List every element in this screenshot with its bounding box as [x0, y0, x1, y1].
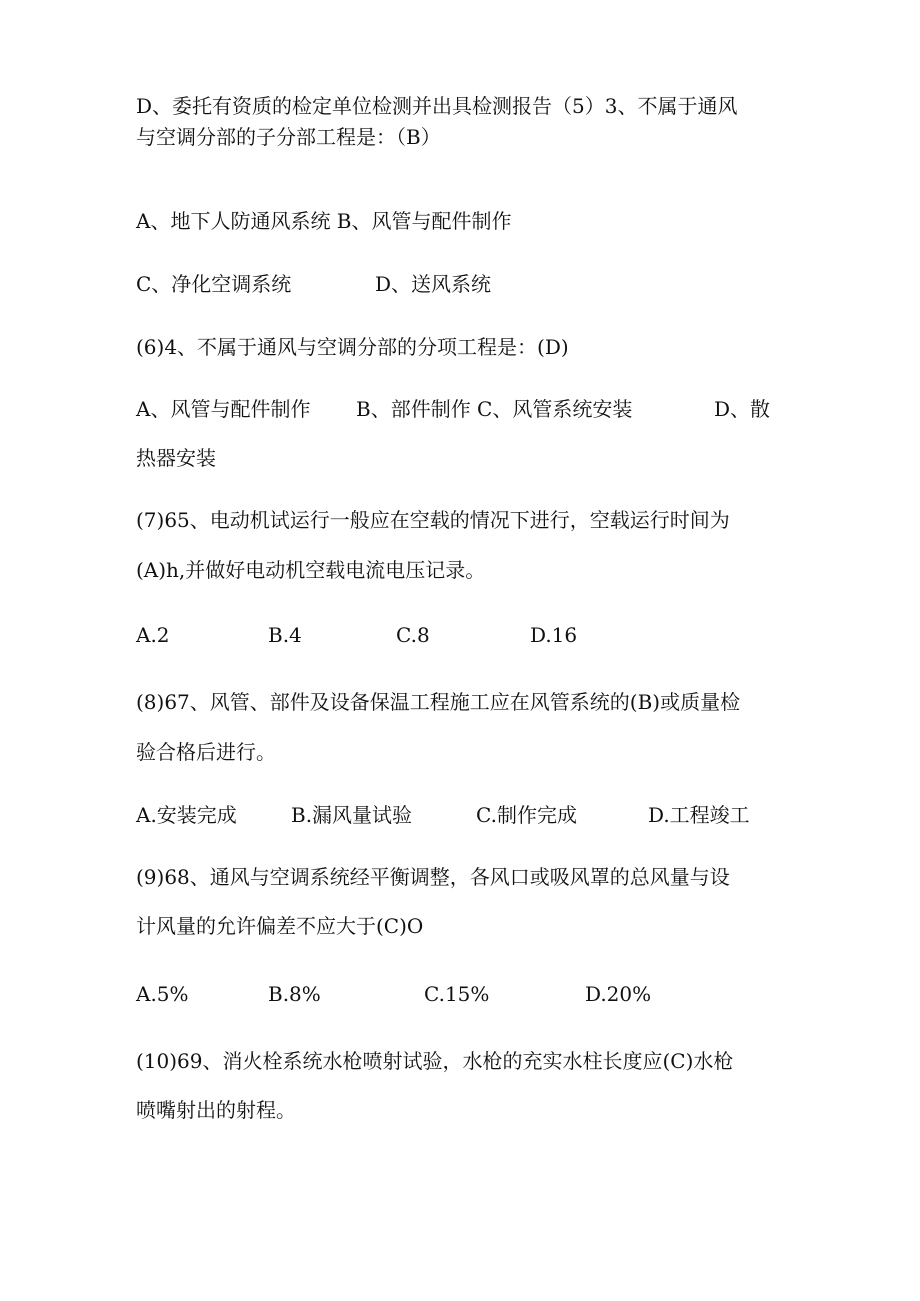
- q5-line-1: D、委托有资质的检定单位检测并出具检测报告（5）3、不属于通风: [136, 94, 738, 118]
- q5-options-row-1: A、地下人防通风系统 B、风管与配件制作: [136, 209, 512, 233]
- q6-stem: (6)4、不属于通风与空调分部的分项工程是：(D): [136, 335, 569, 359]
- q7-option-a: A.2: [136, 623, 170, 647]
- q5-line-2: 与空调分部的子分部工程是：（B）: [136, 125, 441, 149]
- q10-line-1: (10)69、消火栓系统水枪喷射试验，水枪的充实水柱长度应(C)水枪: [136, 1049, 734, 1073]
- q9-line-1: (9)68、通风与空调系统经平衡调整，各风口或吸风罩的总风量与设: [136, 865, 730, 889]
- q6-option-d-continued: 热器安装: [136, 446, 216, 470]
- q7-line-2: (A)h,并做好电动机空载电流电压记录。: [136, 558, 486, 582]
- q7-option-d: D.16: [530, 623, 578, 647]
- q8-option-c: C.制作完成: [476, 803, 577, 827]
- q9-option-c: C.15%: [424, 982, 490, 1006]
- q10-line-2: 喷嘴射出的射程。: [136, 1098, 296, 1122]
- q8-option-b: B.漏风量试验: [291, 803, 413, 827]
- q9-option-b: B.8%: [268, 982, 321, 1006]
- q6-option-d: D、散: [714, 397, 771, 421]
- q6-option-bc: B、部件制作 C、风管系统安装: [356, 397, 633, 421]
- q7-line-1: (7)65、电动机试运行一般应在空载的情况下进行，空载运行时间为: [136, 508, 730, 532]
- q6-option-a: A、风管与配件制作: [136, 397, 311, 421]
- q8-option-d: D.工程竣工: [648, 803, 750, 827]
- q8-line-2: 验合格后进行。: [136, 740, 276, 764]
- q5-option-c: C、净化空调系统: [136, 272, 292, 296]
- q9-line-2: 计风量的允许偏差不应大于(C)O: [136, 914, 424, 938]
- q8-line-1: (8)67、风管、部件及设备保温工程施工应在风管系统的(B)或质量检: [136, 690, 741, 714]
- q5-option-d: D、送风系统: [375, 272, 492, 296]
- q7-option-b: B.4: [268, 623, 302, 647]
- q9-option-a: A.5%: [136, 982, 189, 1006]
- q7-option-c: C.8: [396, 623, 430, 647]
- q8-option-a: A.安装完成: [136, 803, 237, 827]
- q9-option-d: D.20%: [585, 982, 652, 1006]
